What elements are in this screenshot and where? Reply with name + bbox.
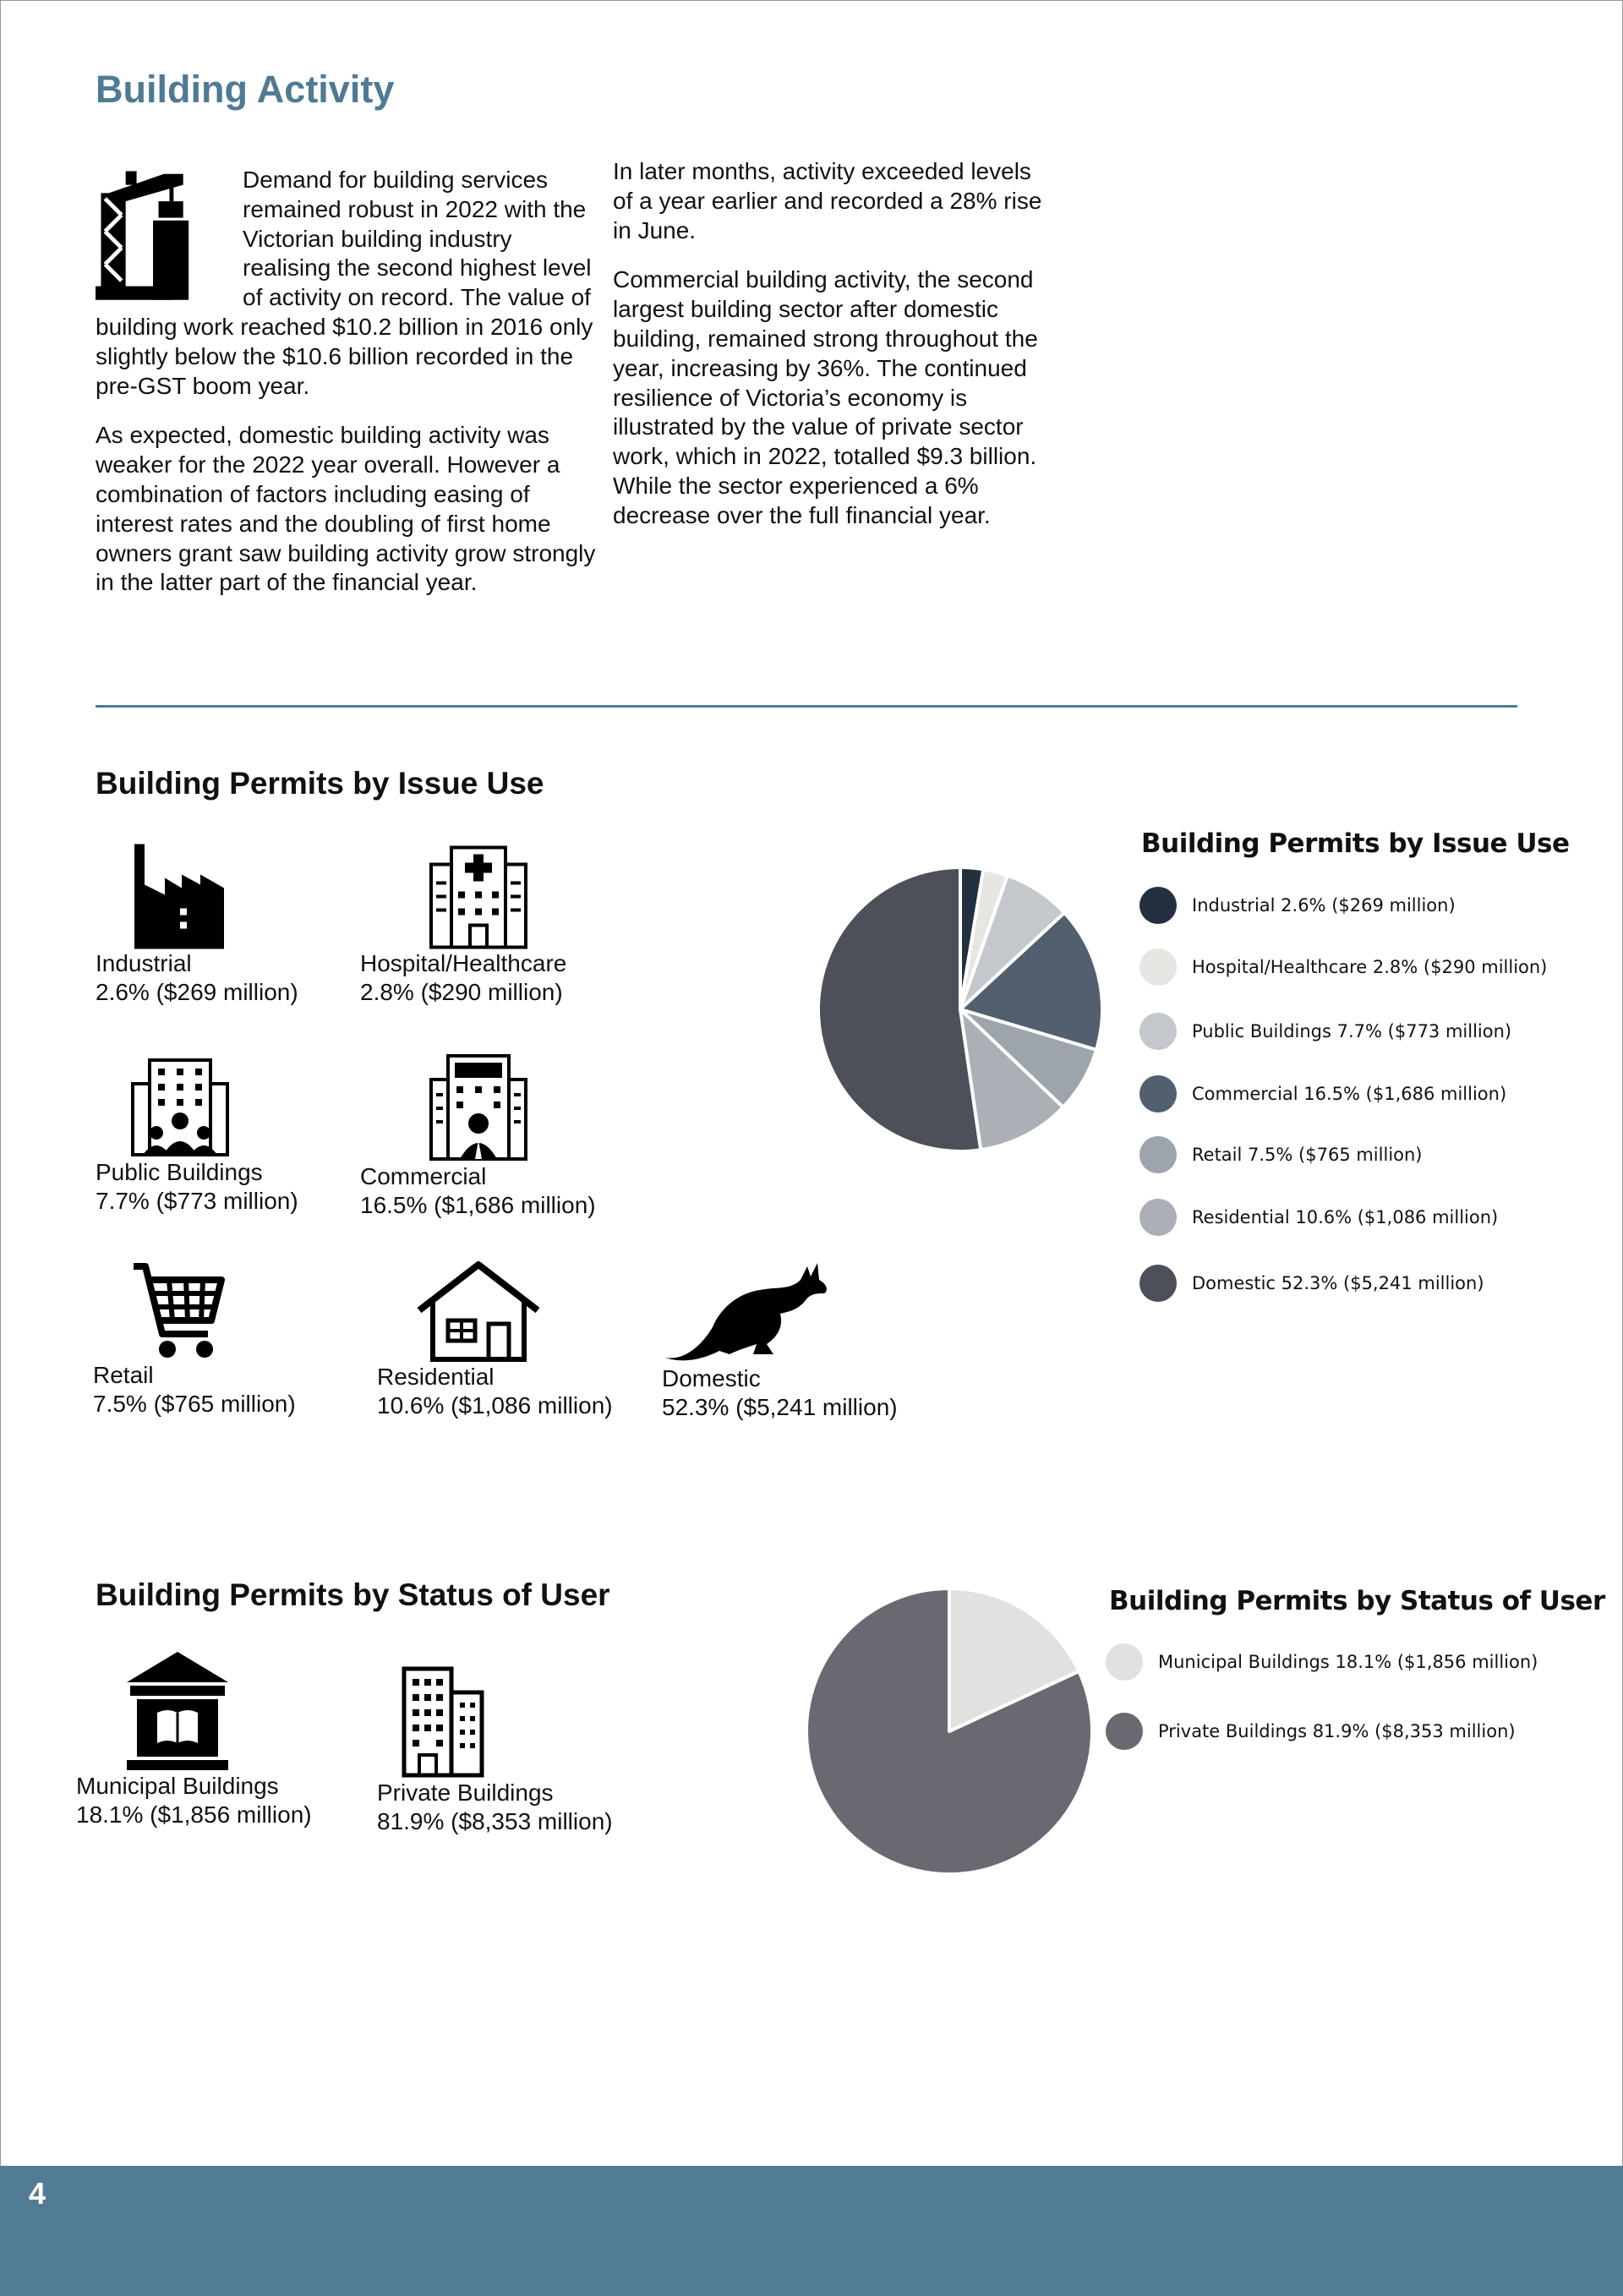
category-residential (377, 1260, 656, 1420)
legend-label: Hospital/Healthcare 2.8% ($290 million) (1192, 957, 1548, 977)
category-value: 2.6% ($269 million) (96, 979, 298, 1005)
category-name: Municipal Buildings (76, 1773, 279, 1799)
shopping-cart-icon (93, 1260, 262, 1361)
legend-swatch (1139, 1136, 1177, 1173)
section-divider (96, 705, 1517, 708)
issue-use-pie-chart (812, 862, 1124, 1158)
category-public-buildings (96, 1057, 374, 1216)
legend-swatch (1139, 1075, 1177, 1112)
legend-item (1106, 1713, 1516, 1750)
article-paragraph: Commercial building activity, the second largest building sector after domestic building, remained strong throughout the year, increasing by 36%. The continued resilience of Victoria’s economy is illustrated by the value of private sector work, which in 2022, totalled $9.3 billion. While the sector experienced a 6% decrease over the full financial year. (613, 266, 1038, 528)
legend-label: Municipal Buildings 18.1% ($1,856 million) (1158, 1652, 1538, 1672)
category-domestic (662, 1260, 941, 1422)
legend-item (1139, 1136, 1423, 1173)
article-paragraph: Demand for building services remained robust in 2022 with the Victorian building industry realising the second highest level of activity on record. The value of building work reached $10.2 billion in 2016 only slightly below the $10.6 billion recorded in the pre-GST boom year. (96, 167, 593, 399)
legend-item (1139, 1013, 1511, 1050)
legend-label: Industrial 2.6% ($269 million) (1192, 895, 1456, 916)
private-building-icon (377, 1665, 563, 1779)
page-title: Building Activity (96, 68, 395, 111)
category-retail (93, 1260, 372, 1419)
legend-item (1139, 887, 1456, 924)
legend-label: Commercial 16.5% ($1,686 million) (1192, 1084, 1507, 1104)
legend-swatch (1139, 1199, 1177, 1236)
category-name: Commercial (360, 1163, 487, 1189)
pie-slice (818, 867, 981, 1151)
kangaroo-icon (662, 1260, 848, 1364)
status-user-pie-chart (795, 1572, 1107, 1885)
legend-swatch (1139, 1013, 1177, 1050)
legend-swatch (1139, 948, 1177, 986)
factory-icon (96, 844, 265, 949)
footer-bar (0, 2166, 1623, 2296)
issue-use-legend-title: Building Permits by Issue Use (1141, 828, 1570, 859)
legend-swatch (1139, 887, 1177, 924)
hospital-icon (360, 844, 597, 949)
legend-label: Residential 10.6% ($1,086 million) (1192, 1207, 1499, 1227)
category-industrial (96, 844, 374, 1007)
municipal-building-icon (76, 1648, 279, 1772)
category-value: 10.6% ($1,086 million) (377, 1392, 613, 1419)
category-value: 81.9% ($8,353 million) (377, 1808, 613, 1834)
legend-swatch (1106, 1643, 1143, 1681)
crane-icon (96, 166, 232, 303)
category-municipal-buildings (76, 1648, 338, 1829)
legend-item (1139, 1265, 1484, 1302)
legend-item (1139, 1199, 1498, 1236)
legend-item (1106, 1643, 1538, 1681)
category-value: 16.5% ($1,686 million) (360, 1192, 596, 1218)
category-value: 52.3% ($5,241 million) (662, 1394, 898, 1420)
status-user-legend-title: Building Permits by Status of User (1109, 1586, 1605, 1616)
category-name: Retail (93, 1362, 154, 1388)
article-right-column (613, 157, 1052, 551)
legend-label: Private Buildings 81.9% ($8,353 million) (1158, 1721, 1516, 1741)
category-name: Industrial (96, 950, 192, 976)
status-user-heading: Building Permits by Status of User (96, 1577, 610, 1612)
category-name: Residential (377, 1364, 495, 1390)
legend-label: Retail 7.5% ($765 million) (1192, 1145, 1423, 1165)
category-name: Private Buildings (377, 1779, 554, 1806)
category-private-buildings (377, 1665, 656, 1836)
category-commercial (360, 1052, 639, 1220)
article-paragraph: In later months, activity exceeded levels of a year earlier and recorded a 28% rise in June. (613, 158, 1042, 243)
house-icon (377, 1260, 580, 1363)
category-hospital (360, 844, 639, 1007)
category-value: 7.5% ($765 million) (93, 1391, 296, 1417)
category-value: 2.8% ($290 million) (360, 979, 563, 1005)
category-value: 18.1% ($1,856 million) (76, 1801, 312, 1828)
issue-use-heading: Building Permits by Issue Use (96, 766, 544, 801)
legend-item (1139, 1075, 1506, 1112)
category-name: Domestic (662, 1365, 761, 1391)
legend-swatch (1139, 1265, 1177, 1302)
legend-label: Public Buildings 7.7% ($773 million) (1192, 1021, 1512, 1041)
public-building-icon (96, 1057, 265, 1158)
category-name: Hospital/Healthcare (360, 950, 567, 976)
article-paragraph: As expected, domestic building activity was weaker for the 2022 year overall. However a combination of factors including easing of interest rates and the doubling of first home owners grant saw building activity grow strongly in the latter part of the financial year. (96, 422, 596, 596)
legend-swatch (1106, 1713, 1143, 1750)
category-value: 7.7% ($773 million) (96, 1188, 298, 1214)
article-left-column (96, 166, 603, 618)
legend-item (1139, 948, 1547, 986)
page-number: 4 (29, 2176, 46, 2211)
category-name: Public Buildings (96, 1159, 263, 1185)
legend-label: Domestic 52.3% ($5,241 million) (1192, 1273, 1484, 1293)
office-building-icon (360, 1052, 597, 1162)
